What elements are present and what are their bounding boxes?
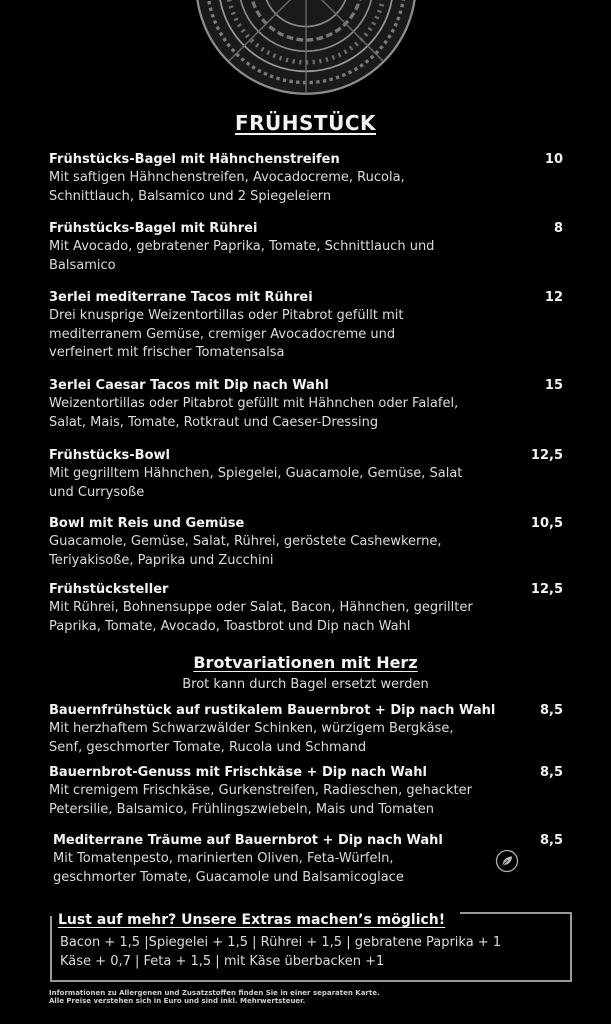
item-name: Frühstücks-Bagel mit Hähnchenstreifen xyxy=(49,152,340,167)
extras-title: Lust auf mehr? Unsere Extras machen’s möglich! xyxy=(58,912,446,928)
section-title: Brotvariationen mit Herz xyxy=(193,653,418,672)
item-description: Mit saftigen Hähnchenstreifen, Avocadocreme, Rucola, Schnittlauch, Balsamico und 2 Spiegeleiern xyxy=(49,170,405,204)
aztec-calendar-icon xyxy=(194,0,418,96)
item-price: 10 xyxy=(544,152,563,167)
item-description: Drei knusprige Weizentortillas oder Pitabrot gefüllt mit mediterranem Gemüse, cremiger Avocadocreme und verfeinert mit frischer Tomatensalsa xyxy=(49,308,404,360)
extras-line: Bacon + 1,5 |Spiegelei + 1,5 | Rührei + 1,5 | gebratene Paprika + 1 xyxy=(60,935,502,950)
item-description: Mit gegrilltem Hähnchen, Spiegelei, Guacamole, Gemüse, Salat und Currysoße xyxy=(49,466,463,500)
item-description: Mit herzhaftem Schwarzwälder Schinken, würzigem Bergkäse, Senf, geschmorter Tomate, Rucola und Schmand xyxy=(49,721,454,755)
menu-item xyxy=(49,515,569,570)
menu-item xyxy=(49,447,569,502)
item-price: 12,5 xyxy=(530,582,563,597)
menu-item xyxy=(49,151,569,206)
item-price: 8 xyxy=(553,221,563,236)
leaf-icon xyxy=(495,849,519,873)
menu-item xyxy=(49,702,569,757)
menu-item xyxy=(49,764,569,819)
item-price: 8,5 xyxy=(539,765,563,780)
menu-item xyxy=(49,377,569,432)
menu-item xyxy=(49,581,569,636)
item-price: 8,5 xyxy=(539,703,563,718)
section-note: Brot kann durch Bagel ersetzt werden xyxy=(182,677,429,692)
footnote: Informationen zu Allergenen und Zusatzstoffen finden Sie in einer separaten Karte. xyxy=(49,989,380,997)
item-description: Mit Rührei, Bohnensuppe oder Salat, Bacon, Hähnchen, gegrillter Paprika, Tomate, Avocado, Toastbrot und Dip nach Wahl xyxy=(49,600,473,634)
item-name: 3erlei Caesar Tacos mit Dip nach Wahl xyxy=(49,378,329,393)
item-description: Mit cremigem Frischkäse, Gurkenstreifen, Radieschen, gehackter Petersilie, Balsamico, Frühlingszwiebeln, Mais und Tomaten xyxy=(49,783,472,817)
item-name: Frühstücks-Bagel mit Rührei xyxy=(49,221,258,236)
item-name: Frühstücks-Bowl xyxy=(49,448,170,463)
footnote: Alle Preise verstehen sich in Euro und sind inkl. Mehrwertsteuer. xyxy=(49,997,306,1005)
item-name: Mediterrane Träume auf Bauernbrot + Dip nach Wahl xyxy=(53,833,443,848)
menu-item xyxy=(49,220,569,275)
item-price: 12,5 xyxy=(530,448,563,463)
item-name: Bowl mit Reis und Gemüse xyxy=(49,516,245,531)
item-name: Bauernfrühstück auf rustikalem Bauernbrot + Dip nach Wahl xyxy=(49,703,496,718)
extras-line: Käse + 0,7 | Feta + 1,5 | mit Käse überbacken +1 xyxy=(60,954,385,969)
page-title: FRÜHSTÜCK xyxy=(234,111,376,135)
item-name: Frühstücksteller xyxy=(49,582,169,597)
item-price: 15 xyxy=(544,378,563,393)
item-price: 10,5 xyxy=(530,516,563,531)
item-description: Mit Avocado, gebratener Paprika, Tomate, Schnittlauch und Balsamico xyxy=(49,239,435,273)
item-description: Guacamole, Gemüse, Salat, Rührei, geröstete Cashewkerne, Teriyakisoße, Paprika und Zucchini xyxy=(49,534,442,568)
item-name: Bauernbrot-Genuss mit Frischkäse + Dip nach Wahl xyxy=(49,765,427,780)
item-description: Mit Tomatenpesto, marinierten Oliven, Feta-Würfeln, geschmorter Tomate, Guacamole und Balsamicoglace xyxy=(53,851,404,885)
menu-item xyxy=(49,289,569,363)
item-description: Weizentortillas oder Pitabrot gefüllt mit Hähnchen oder Falafel, Salat, Mais, Tomate, Rotkraut und Caeser-Dressing xyxy=(49,396,459,430)
item-price: 12 xyxy=(544,290,563,305)
item-name: 3erlei mediterrane Tacos mit Rührei xyxy=(49,290,313,305)
menu-item xyxy=(53,832,569,887)
item-price: 8,5 xyxy=(539,833,563,848)
